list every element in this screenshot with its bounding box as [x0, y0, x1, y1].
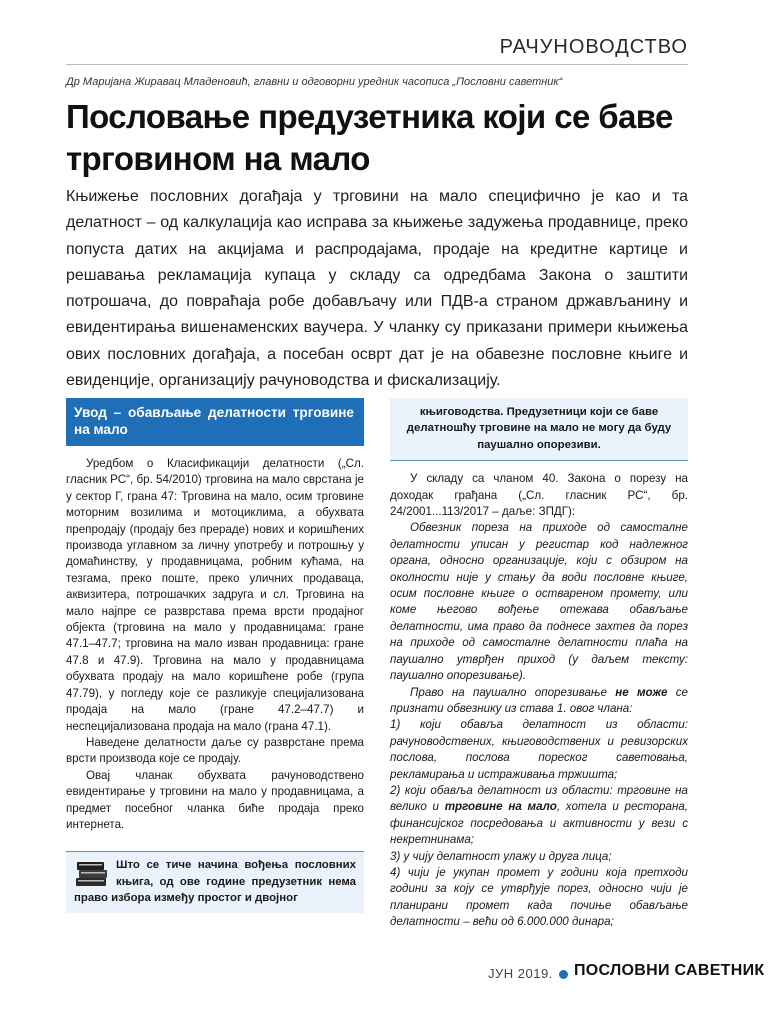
footer-dot-icon: [559, 970, 568, 979]
body-paragraph: Наведене делатности даље су разврстане према врсти производа које се продају.: [66, 735, 364, 766]
article-lead: Књижење пословних догађаја у трговини на мало специфично је као и та делатност – од калкулација као исправа за књижење задужења продавнице, преко попуста датих на акцијама и распродајама, продаје на кредитне картице и решавања рекламација купаца у складу са одредбама Закона о заштити потрошача, до повраћаја робе добављачу или ПДВ-а страном држављанину и евидентирања вишенаменских ваучера. У чланку су приказани примери књижења ових пословних догађаја, а посебан осврт дат је на обавезне пословне књиге и евиденције, организацију рачуноводства и фискализацију.: [66, 188, 688, 390]
right-column: [390, 398, 688, 931]
law-quote: [390, 520, 688, 930]
highlight-box-continued: књиговодства. Предузетници који се баве делатношћу трговине на мало не могу да буду паушално опорезиви.: [390, 398, 688, 461]
article-title: Пословање предузетника који се баве трговином на мало: [66, 98, 673, 177]
quote-emphasis: трговине на мало: [444, 800, 557, 814]
highlight-text: Што се тиче начина вођења пословних књига, од ове године предузетник нема право избора између простог и двојног: [74, 859, 356, 905]
issue-date: ЈУН 2019.: [488, 966, 553, 981]
body-paragraph: Уредбом о Класификацији делатности („Сл. гласник РС“, бр. 54/2010) трговина на мало сврстана је у сектор Г, грана 47: Трговина на мало, осим трговине моторним возилима и мотоциклима, а обухвата препродају (продају без прераде) нових и коришћених производа углавном за личну употребу и потрошњу у домаћинству, у продавницама, робним кућама, на тезгама, преко поште, преко уличних продаваца, аквизитера, потрошачких задруга и сл. Трговина на мало најпре се разврстава према врсти продајног објекта (трговина на мало у продавницама: гране 47.1–47.7; трговина на мало изван продавница: гране 47.8 и 47.9). Трговина на мало у продавницама обухвата продају на мало коришћене робе (група 47.79), у погледу које се разликује специјализована продаја на мало (гране 47.2–47.7) и неспецијализована продаја на мало (грана 47.1).: [66, 457, 364, 733]
body-paragraph: Овај чланак обухвата рачуноводствено евидентирање у трговини на мало у продавницама, а предмет посебног чланка биће продаја преко интернета.: [66, 768, 364, 831]
quote-text: 2) који обавља делатност из области: трговине на велико и: [390, 783, 688, 814]
quote-paragraph: Обвезник пореза на приходе од самосталне делатности уписан у регистар код надлежног органа, односно организације, који с обзиром на околности није у стању да води пословне књиге, осим пословне књиге о оствареном промету, или коме његово вођење отежава обављање делатности, има право да поднесе захтев да порез на приходе од самосталне делатности плаћа на паушално утврђен приход (у даљем тексту: паушално опорезивање).: [390, 521, 688, 683]
section-heading: Увод – обављање делатности трговине на мало: [66, 398, 364, 446]
author-byline: Др Маријана Жиравац Младеновић, главни и одговорни уредник часописа „Пословни саветник“: [66, 76, 563, 88]
quote-list-item: 3) у чију делатност улажу и друга лица;: [390, 849, 612, 863]
quote-text: , хотела и ресторана, финансијског посредовања и активности у вези с некретнинама;: [390, 800, 688, 847]
quote-text: се признати обвезнику из става 1. овог члана:: [390, 685, 688, 715]
body-paragraph: У складу са чланом 40. Закона о порезу на доходак грађана („Сл. гласник РС“, бр. 24/2001...113/2017 – даље: ЗПДГ):: [390, 472, 688, 519]
magazine-name: ПОСЛОВНИ САВЕТНИК: [574, 962, 765, 979]
quote-list-item: 4) чији је укупан промет у години која претходи години за коју се утврђује порез, односно чији је планирани промет када почиње обављање делатности – већи од 6.000.000 динара;: [390, 865, 688, 929]
quote-paragraph: [390, 685, 688, 718]
quote-emphasis: не може: [615, 685, 668, 699]
left-column: [66, 398, 364, 913]
header-divider: [66, 64, 688, 65]
books-icon: [74, 858, 110, 888]
quote-list-item: [390, 783, 688, 849]
quote-text: Право на паушално опорезивање: [410, 685, 616, 699]
quote-list-item: 1) који обавља делатност из области: рачуноводствених, књиговодствених и ревизорских послова, послова пореског саветовања, рекламирања и истраживања тржишта;: [390, 718, 688, 781]
highlight-box: [66, 851, 364, 912]
section-title: РАЧУНОВОДСТВО: [499, 36, 688, 58]
